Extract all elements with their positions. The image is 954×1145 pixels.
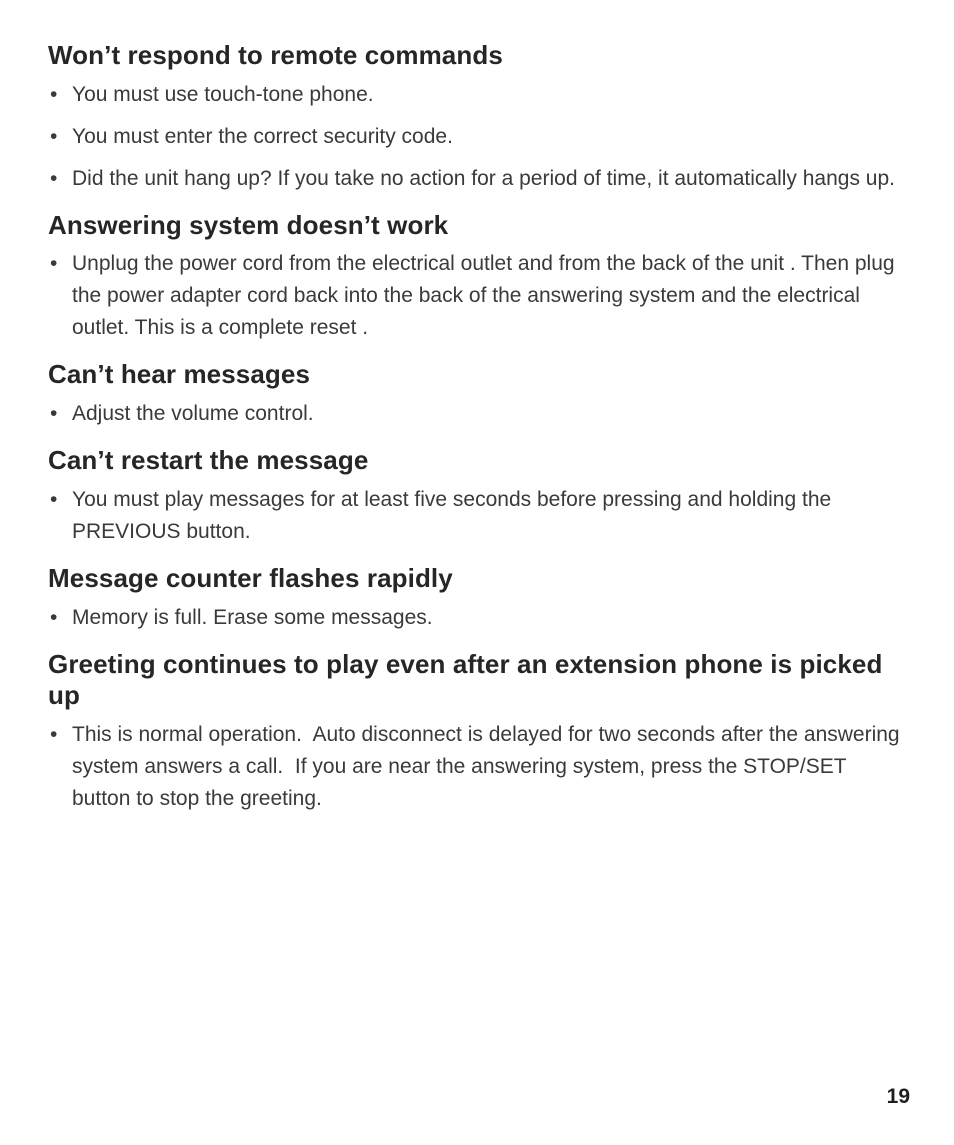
bullet-item: • Unplug the power cord from the electrical outlet and from the back of the unit . Then plug the power adapter cord back into the back of the answering system and the electrical outlet. This is a complete reset . [48, 248, 900, 344]
section-heading: Can’t restart the message [48, 445, 369, 476]
bullet-list [48, 79, 900, 195]
bullet-list [48, 719, 900, 815]
bullet-item: • You must enter the correct security code. [48, 121, 900, 153]
section-heading: Won’t respond to remote commands [48, 40, 503, 70]
troubleshooting-section [48, 40, 900, 195]
bullet-item: • You must play messages for at least five seconds before pressing and holding the PREVIOUS button. [48, 484, 900, 548]
bullet-list [48, 484, 900, 548]
troubleshooting-section [48, 649, 900, 815]
section-heading: Message counter flashes rapidly [48, 562, 453, 593]
bullet-item: • You must use touch-tone phone. [48, 79, 900, 111]
section-heading: Greeting continues to play even after an extension phone is picked up [48, 648, 883, 711]
troubleshooting-section [48, 563, 900, 634]
troubleshooting-section [48, 210, 900, 345]
section-heading: Answering system doesn’t work [48, 209, 449, 240]
page-number: 19 [886, 1085, 910, 1108]
troubleshooting-section [48, 445, 900, 548]
bullet-list [48, 602, 900, 634]
bullet-item: • This is normal operation. Auto disconnect is delayed for two seconds after the answering system answers a call. If you are near the answering system, press the STOP/SET button to stop the greeting. [48, 719, 900, 815]
bullet-item: • Adjust the volume control. [48, 398, 900, 430]
bullet-item: • Memory is full. Erase some messages. [48, 602, 900, 634]
section-heading: Can’t hear messages [48, 359, 311, 390]
bullet-list [48, 248, 900, 344]
troubleshooting-section [48, 359, 900, 430]
bullet-item: • Did the unit hang up? If you take no action for a period of time, it automatically hangs up. [48, 163, 900, 195]
bullet-list [48, 398, 900, 430]
